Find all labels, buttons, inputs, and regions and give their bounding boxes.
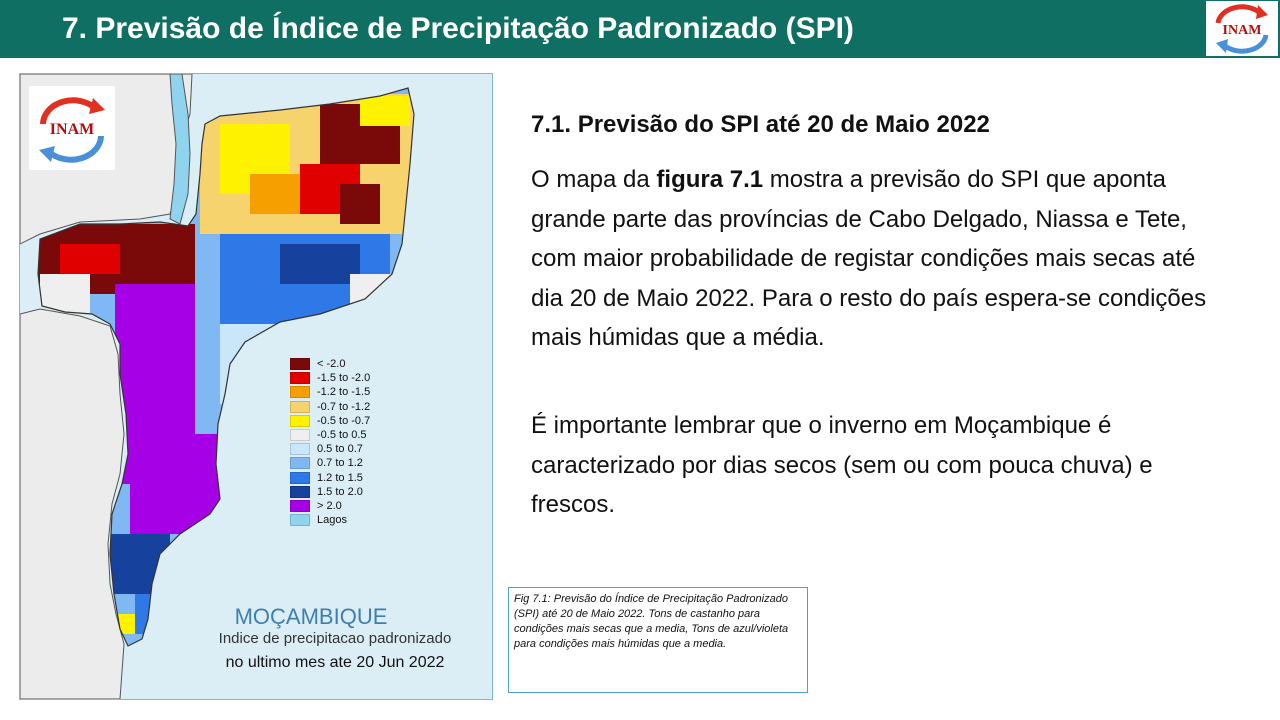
legend-swatch xyxy=(290,443,310,455)
paragraph-2: É importante lembrar que o inverno em Moçambique é caracterizado por dias secos (sem ou com pouca chuva) e frescos. xyxy=(531,412,1153,518)
legend-item xyxy=(290,513,370,527)
caption-label: Fig 7.1: xyxy=(514,593,551,605)
legend-label: 0.5 to 0.7 xyxy=(317,443,363,456)
legend-label: Lagos xyxy=(317,514,347,527)
legend-swatch xyxy=(290,429,310,441)
legend-item xyxy=(290,471,370,485)
map-logo-text: INAM xyxy=(49,121,95,138)
header-logo-text: INAM xyxy=(1222,23,1262,38)
legend-swatch xyxy=(290,358,310,370)
header-bar xyxy=(0,0,1280,58)
paragraph-1-text-b: mostra a previsão do SPI que aponta grande parte das províncias de Cabo Delgado, Niassa e Tete, com maior probabilidade de registar condições mais secas até dia 20 de Maio 2022. Para o resto do país espera-se condições mais húmidas que a média. xyxy=(531,166,1207,351)
paragraph-1 xyxy=(531,160,1231,358)
legend-item xyxy=(290,428,370,442)
legend-item xyxy=(290,385,370,399)
spi-map-panel xyxy=(19,73,493,700)
legend-label: 0.7 to 1.2 xyxy=(317,457,363,470)
legend-label: -0.5 to 0.5 xyxy=(317,429,367,442)
map-inam-logo-icon xyxy=(29,86,115,170)
legend-swatch xyxy=(290,386,310,398)
legend-swatch xyxy=(290,457,310,469)
spi-legend xyxy=(290,357,370,527)
map-subtitle-2: no ultimo mes ate 20 Jun 2022 xyxy=(225,654,445,671)
map-inam-logo xyxy=(29,86,115,170)
legend-item xyxy=(290,414,370,428)
page-title: 7. Previsão de Índice de Precipitação Padronizado (SPI) xyxy=(62,12,854,45)
legend-item xyxy=(290,499,370,513)
legend-label: -0.5 to -0.7 xyxy=(317,414,371,427)
map-subtitle-1: Indice de precipitacao padronizado xyxy=(218,630,452,647)
legend-item xyxy=(290,456,370,470)
legend-swatch xyxy=(290,415,310,427)
figure-caption xyxy=(508,587,808,693)
paragraph-1-text-a: O mapa da xyxy=(531,166,657,193)
legend-label: -0.7 to -1.2 xyxy=(317,400,371,413)
legend-label: -1.2 to -1.5 xyxy=(317,386,371,399)
legend-swatch xyxy=(290,500,310,512)
legend-swatch xyxy=(290,372,310,384)
legend-label: 1.5 to 2.0 xyxy=(317,485,363,498)
legend-label: 1.2 to 1.5 xyxy=(317,471,363,484)
legend-label: < -2.0 xyxy=(317,358,346,371)
map-title: MOÇAMBIQUE xyxy=(234,604,388,629)
legend-item xyxy=(290,371,370,385)
legend-swatch xyxy=(290,401,310,413)
legend-swatch xyxy=(290,486,310,498)
legend-item xyxy=(290,485,370,499)
caption-text: Previsão do Índice de Precipitação Padronizado (SPI) até 20 de Maio 2022. Tons de castanho para condições mais secas que a media, Tons de azul/violeta para condições mais húmidas que a media. xyxy=(514,593,789,650)
legend-item xyxy=(290,400,370,414)
neighbour-country-west xyxy=(20,309,124,699)
section-heading: 7.1. Previsão do SPI até 20 de Maio 2022 xyxy=(531,111,990,138)
paragraph-1-bold: figura 7.1 xyxy=(656,166,764,193)
legend-item xyxy=(290,442,370,456)
legend-label: > 2.0 xyxy=(317,499,342,512)
legend-item xyxy=(290,357,370,371)
legend-swatch xyxy=(290,472,310,484)
legend-swatch xyxy=(290,514,310,526)
inam-logo xyxy=(1206,1,1278,56)
legend-label: -1.5 to -2.0 xyxy=(317,372,371,385)
inam-logo-icon xyxy=(1206,1,1278,56)
